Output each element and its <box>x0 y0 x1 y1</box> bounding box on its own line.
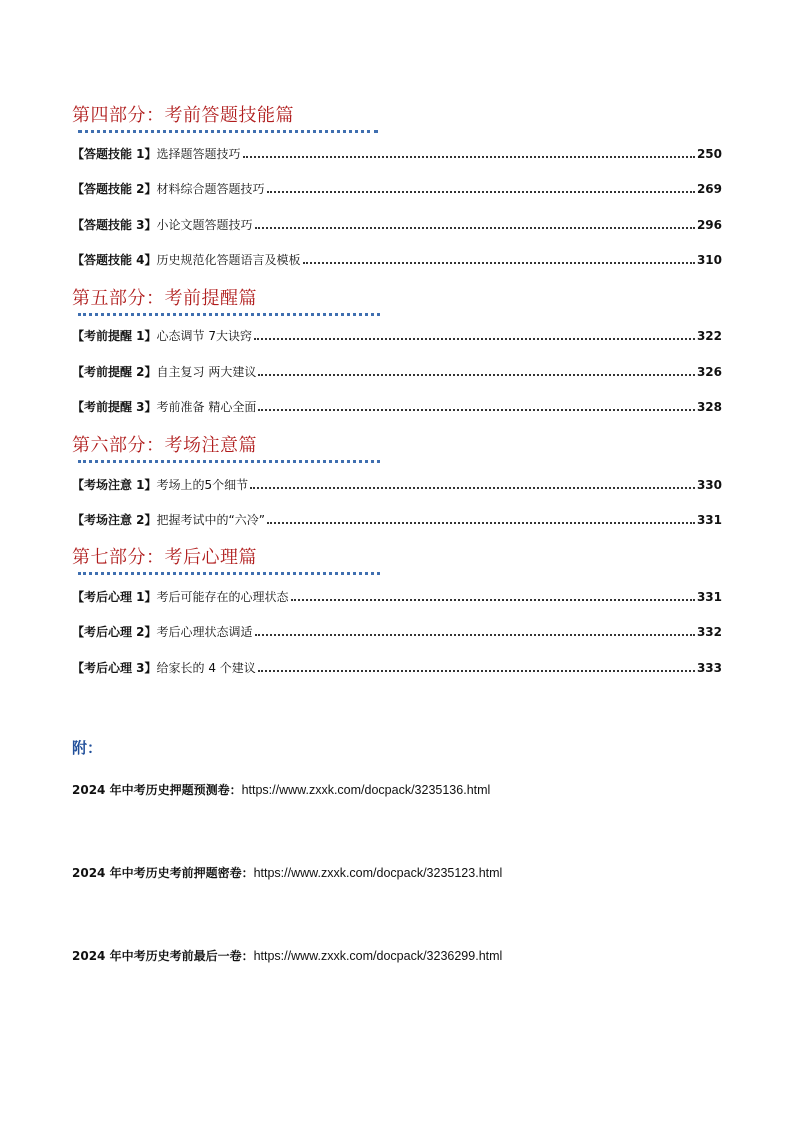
toc-entry[interactable] <box>72 623 722 641</box>
toc-entry[interactable] <box>72 216 722 234</box>
toc-tag: 【考后心理 3】 <box>72 661 157 675</box>
appendix-title: 附： <box>72 739 103 757</box>
section-rule <box>78 460 380 463</box>
toc-leader <box>303 262 695 264</box>
toc-tag: 【考前提醒 2】 <box>72 365 157 379</box>
section-6 <box>72 434 722 463</box>
toc-leader <box>267 191 695 193</box>
section-rule <box>78 313 380 316</box>
section-rule <box>78 572 380 575</box>
toc-text: 选择题答题技巧 <box>156 147 241 161</box>
appendix-link-row <box>72 864 502 881</box>
toc-leader <box>250 487 695 489</box>
toc-text: 把握考试中的“六冷” <box>156 513 265 527</box>
toc-tag: 【答题技能 4】 <box>72 253 157 267</box>
appendix-link-label: 2024 年中考历史考前最后一卷： <box>72 949 254 963</box>
toc-tag: 【答题技能 1】 <box>72 147 157 161</box>
toc-entry[interactable] <box>72 659 722 677</box>
toc-tag: 【答题技能 3】 <box>72 218 157 232</box>
toc-leader <box>255 227 695 229</box>
appendix-link-label: 2024 年中考历史押题预测卷： <box>72 783 242 797</box>
toc-page-number: 331 <box>696 513 722 527</box>
toc-page-number: 331 <box>696 590 722 604</box>
toc-entry[interactable] <box>72 180 722 198</box>
section-title: 第七部分：考后心理篇 <box>72 547 257 568</box>
toc-page-number: 322 <box>696 329 722 343</box>
toc-page-number: 250 <box>696 147 722 161</box>
toc-entry[interactable] <box>72 251 722 269</box>
toc-tag: 【答题技能 2】 <box>72 182 157 196</box>
toc-text: 考后可能存在的心理状态 <box>156 590 289 604</box>
toc-leader <box>258 409 695 411</box>
toc-text: 给家长的 4 个建议 <box>156 661 256 675</box>
toc-page-number: 330 <box>696 478 722 492</box>
toc-text: 材料综合题答题技巧 <box>156 182 265 196</box>
appendix-link-url[interactable]: https://www.zxxk.com/docpack/3236299.html <box>253 949 503 963</box>
section-rule <box>78 130 378 133</box>
toc-text: 考后心理状态调适 <box>156 625 253 639</box>
toc-tag: 【考场注意 2】 <box>72 513 157 527</box>
toc-leader <box>291 599 695 601</box>
toc-text: 自主复习 两大建议 <box>156 365 257 379</box>
appendix-link-url[interactable]: https://www.zxxk.com/docpack/3235136.html <box>241 783 491 797</box>
toc-leader <box>258 374 695 376</box>
toc-text: 考场上的5个细节 <box>156 478 249 492</box>
section-title: 第五部分：考前提醒篇 <box>72 288 257 309</box>
toc-entry[interactable] <box>72 398 722 416</box>
toc-entry[interactable] <box>72 363 722 381</box>
toc-leader <box>254 338 695 340</box>
toc-text: 心态调节 7大诀窍 <box>156 329 252 343</box>
toc-entry[interactable] <box>72 511 722 529</box>
toc-tag: 【考场注意 1】 <box>72 478 157 492</box>
toc-text: 历史规范化答题语言及模板 <box>156 253 301 267</box>
section-title: 第六部分：考场注意篇 <box>72 435 257 456</box>
toc-leader <box>255 634 695 636</box>
appendix-link-row <box>72 947 502 964</box>
appendix-link-label: 2024 年中考历史考前押题密卷： <box>72 866 254 880</box>
toc-text: 考前准备 精心全面 <box>156 400 257 414</box>
toc-page-number: 333 <box>696 661 722 675</box>
section-7 <box>72 546 722 575</box>
appendix-link-url[interactable]: https://www.zxxk.com/docpack/3235123.html <box>253 866 503 880</box>
toc-page-number: 326 <box>696 365 722 379</box>
toc-tag: 【考前提醒 3】 <box>72 400 157 414</box>
toc-tag: 【考后心理 1】 <box>72 590 157 604</box>
toc-page-number: 269 <box>696 182 722 196</box>
toc-page-number: 328 <box>696 400 722 414</box>
toc-entry[interactable] <box>72 145 722 163</box>
toc-text: 小论文题答题技巧 <box>156 218 253 232</box>
section-title: 第四部分：考前答题技能篇 <box>72 105 294 126</box>
toc-tag: 【考后心理 2】 <box>72 625 157 639</box>
toc-leader <box>243 156 695 158</box>
toc-leader <box>267 522 695 524</box>
toc-tag: 【考前提醒 1】 <box>72 329 157 343</box>
toc-page-number: 332 <box>696 625 722 639</box>
toc-page-number: 296 <box>696 218 722 232</box>
toc-entry[interactable] <box>72 588 722 606</box>
section-4 <box>72 104 722 133</box>
section-5 <box>72 287 722 316</box>
appendix-link-row <box>72 781 490 798</box>
toc-page-number: 310 <box>696 253 722 267</box>
toc-entry[interactable] <box>72 327 722 345</box>
toc-leader <box>258 670 695 672</box>
toc-entry[interactable] <box>72 476 722 494</box>
